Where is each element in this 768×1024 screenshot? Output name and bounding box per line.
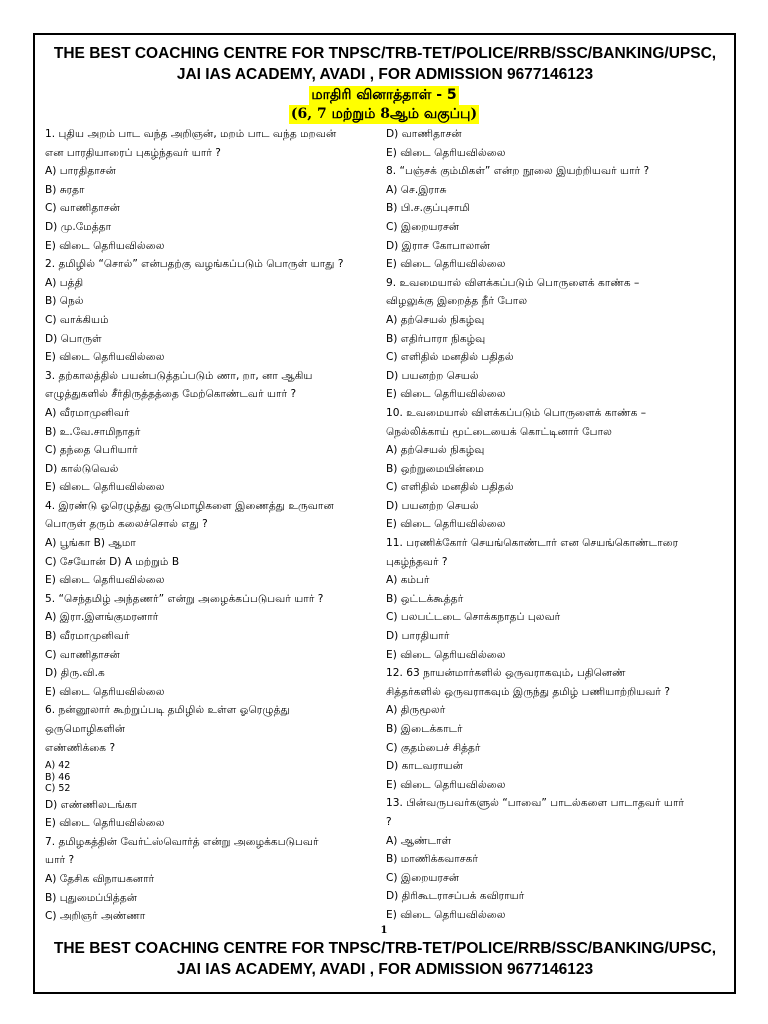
paper-classes-text: (6, 7 மற்றும் 8ஆம் வகுப்பு) [290,106,478,122]
question-line: D) பயனற்ற செயல் [386,369,479,382]
question-line: B) பி.ச.குப்புசாமி [386,202,470,215]
question-line: A) 42 [45,760,71,772]
question-line: A) பாரதிதாசன் [45,165,116,178]
question-line: B) 46 [45,771,71,783]
question-line: C) குதம்பைச் சித்தர் [386,741,481,754]
question-line: B) இடைக்காடர் [386,723,463,735]
question-line: 11. பரணிக்கோர் செயங்கொண்டார் என செயங்கொண்டாரை [386,537,679,550]
question-line: 9. உவமையால் விளக்கப்படும் பொருளைக் காண்க – [386,276,640,289]
question-line: எண்ணிக்கை ? [45,741,116,754]
question-line: A) வீரமாமுனிவர் [45,406,130,419]
question-line: C) எளிதில் மனதில் பதிதல் [386,351,514,364]
question-line: D) மு.மேத்தா [45,220,112,233]
question-line: D) பாரதியார் [386,630,450,643]
question-line: B) நெல் [45,295,84,308]
question-line: E) விடை தெரியவில்லை [45,685,165,698]
paper-title-text: மாதிரி வினாத்தாள் - 5 [311,87,457,103]
question-line: E) விடை தெரியவில்லை [45,817,165,830]
question-line: A) தற்செயல் நிகழ்வு [386,444,485,457]
question-line: A) இரா.இளங்குமரனார் [45,611,159,624]
paper-classes [0,105,768,124]
question-line: பொருள் தரும் கலைச்சொல் எது ? [45,518,208,531]
question-line: B) உ.வே.சாமிநாதர் [45,425,141,438]
question-line: C) வாணிதாசன் [45,648,120,661]
option-group [45,757,390,796]
question-line: என பாரதியாரைப் புகழ்ந்தவர் யார் ? [45,146,221,159]
question-line: D) காடவராயன் [386,760,463,773]
left-column [45,125,390,926]
question-line: C) இறையரசன் [386,220,460,233]
question-line: A) செ.இராசு [386,183,447,196]
question-line: C) இறையரசன் [386,871,460,884]
question-line: புகழ்ந்தவர் ? [386,555,448,568]
question-line: E) விடை தெரியவில்லை [45,574,165,587]
question-line: C) வாணிதாசன் [45,202,120,215]
question-line: A) தேசிக விநாயகனார் [45,873,155,886]
question-line: E) விடை தெரியவில்லை [386,518,506,531]
question-line: E) விடை தெரியவில்லை [386,778,506,791]
question-line: B) ஒற்றுமையின்மை [386,462,484,475]
question-line: C) அறிஞர் அண்ணா [45,910,146,923]
question-line: விழலுக்கு இறைத்த நீர் போல [386,295,528,308]
question-line: E) விடை தெரியவில்லை [45,351,165,364]
question-line: E) விடை தெரியவில்லை [386,146,506,159]
question-line: C) சேயோன் D) A மற்றும் B [45,555,180,568]
footer-line-2: JAI IAS ACADEMY, AVADI , FOR ADMISSION 9677146123 [176,961,594,978]
question-line: B) ஒட்டக்கூத்தர் [386,592,464,605]
question-line: C) வாக்கியம் [45,313,109,326]
question-line: 13. பின்வருபவர்களுல் “பாவை” பாடல்களை பாடாதவர் யார் [386,797,685,810]
question-line: C) தந்தை பெரியார் [45,444,138,457]
question-line: 6. நன்னூலார் கூற்றுப்படி தமிழில் உள்ள ஓரெழுத்து [45,704,290,717]
question-line: 12. 63 நாயன்மார்களில் ஒருவராகவும், பதினெண் [386,667,626,680]
question-line: B) சுரதா [45,183,85,196]
question-line: B) எதிர்பாரா நிகழ்வு [386,332,486,345]
question-line: D) வாணிதாசன் [386,128,462,140]
question-line: எழுத்துகளில் சீர்திருத்தத்தை மேற்கொண்டவர் யார் ? [45,388,297,401]
right-column [386,125,731,925]
paper-title [0,86,768,105]
question-line: C) எளிதில் மனதில் பதிதல் [386,481,514,494]
question-line: C) 52 [45,783,71,795]
question-line: யார் ? [45,854,75,867]
question-line: B) மாணிக்கவாசகர் [386,853,478,866]
question-line: C) பலபட்டடை சொக்கநாதப் புலவர் [386,611,561,624]
question-line: E) விடை தெரியவில்லை [386,908,506,921]
question-line: B) புதுமைப்பித்தன் [45,891,138,904]
header-line-2: JAI IAS ACADEMY, AVADI , FOR ADMISSION 9677146123 [176,66,594,83]
question-line: A) பூங்கா B) ஆமா [45,537,136,550]
question-line: A) தற்செயல் நிகழ்வு [386,313,485,326]
question-line: D) இராச கோபாலான் [386,239,491,252]
question-line: 7. தமிழகத்தின் வேர்ட்ஸ்வொர்த் என்று அழைக்கபடுபவர் [45,835,319,848]
question-line: E) விடை தெரியவில்லை [386,648,506,661]
question-line: A) கம்பர் [386,574,430,587]
question-line: D) திரிகூடராசப்பக் கவிராயர் [386,890,525,903]
question-line: E) விடை தெரியவில்லை [45,239,165,252]
question-line: 8. “பஞ்சக் கும்மிகள்” என்ற நூலை இயற்றியவர் யார் ? [386,165,650,178]
question-line: E) விடை தெரியவில்லை [386,258,506,271]
question-line: ? [386,815,392,828]
question-line: நெல்லிக்காய் மூட்டையைக் கொட்டினார் போல [386,425,612,438]
page-number: 1 [380,925,388,936]
question-line: A) பத்தி [45,276,84,289]
question-line: A) ஆண்டாள் [386,834,452,847]
question-line: ஒருமொழிகளின் [45,723,126,735]
question-line: B) வீரமாமுனிவர் [45,630,130,643]
question-line: D) கால்டுவெல் [45,462,119,475]
question-line: A) திருமூலர் [386,704,446,717]
header-top [35,43,735,85]
header-bottom [35,938,735,980]
question-line: 1. புதிய அறம் பாட வந்த அறிஞன், மறம் பாட வந்த மறவன் [45,128,337,140]
question-line: D) திரு.வி.க [45,667,105,680]
question-line: D) பயனற்ற செயல் [386,499,479,512]
question-line: E) விடை தெரியவில்லை [386,388,506,401]
question-line: 10. உவமையால் விளக்கப்படும் பொருளைக் காண்க – [386,406,647,419]
question-line: 5. “செந்தமிழ் அந்தணர்” என்று அழைக்கப்படுபவர் யார் ? [45,592,324,605]
question-line: 3. தற்காலத்தில் பயன்படுத்தப்படும் ணா, றா, னா ஆகிய [45,369,313,382]
question-line: D) எண்ணிலடங்கா [45,798,137,811]
question-line: E) விடை தெரியவில்லை [45,481,165,494]
question-line: D) பொருள் [45,332,102,345]
question-line: 4. இரண்டு ஓரெழுத்து ஒருமொழிகளை இணைத்து உருவான [45,499,334,512]
footer-line-1: THE BEST COACHING CENTRE FOR TNPSC/TRB-TET/POLICE/RRB/SSC/BANKING/UPSC, [53,940,717,957]
header-line-1: THE BEST COACHING CENTRE FOR TNPSC/TRB-TET/POLICE/RRB/SSC/BANKING/UPSC, [53,45,717,62]
question-line: 2. தமிழில் “சொல்” என்பதற்கு வழங்கப்படும் பொருள் யாது ? [45,258,344,271]
question-line: சித்தர்களில் ஒருவராகவும் இருந்து தமிழ் பணியாற்றியவர் ? [386,685,670,698]
